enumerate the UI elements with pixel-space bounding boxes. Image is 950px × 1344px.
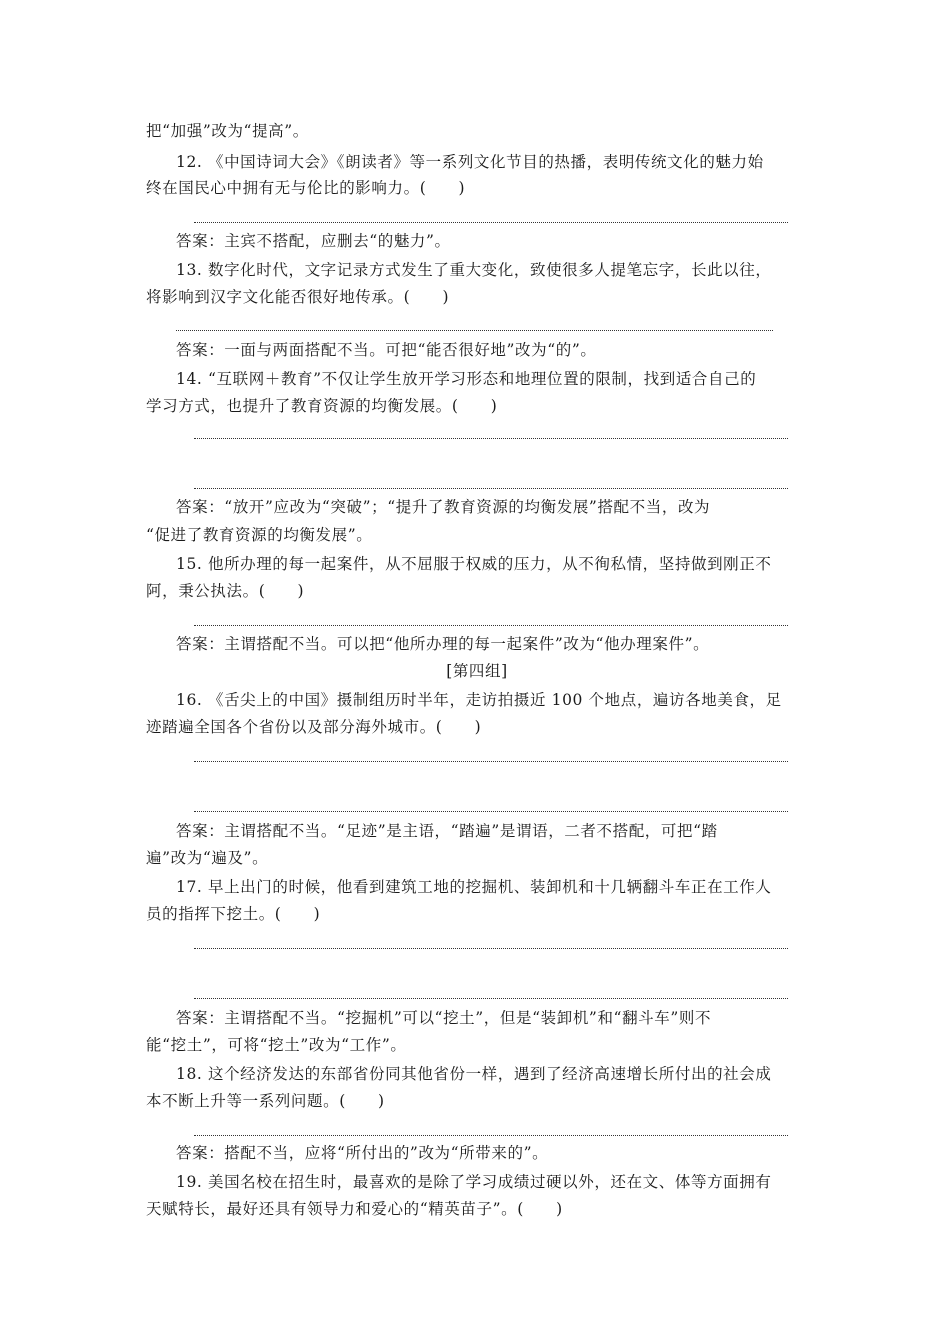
answer-blank-line	[194, 998, 788, 999]
question-16: 16. 《舌尖上的中国》摄制组历时半年，走访拍摄近 100 个地点，遍访各地美食，足	[176, 691, 782, 709]
text-line: 遍”改为“遍及”。	[146, 849, 269, 867]
text-line: 阿，秉公执法。( )	[146, 582, 305, 600]
answer-blank-line	[194, 948, 788, 949]
answer-15: 答案：主谓搭配不当。可以把“他所办理的每一起案件”改为“他办理案件”。	[176, 635, 710, 653]
text-line: “促进了教育资源的均衡发展”。	[146, 526, 373, 544]
text-line: 学习方式，也提升了教育资源的均衡发展。( )	[146, 397, 498, 415]
answer-16: 答案：主谓搭配不当。“足迹”是主语，“踏遍”是谓语，二者不搭配，可把“踏	[176, 822, 718, 840]
question-13: 13. 数字化时代，文字记录方式发生了重大变化，致使很多人提笔忘字，长此以往，	[176, 261, 772, 279]
text-line: 将影响到汉字文化能否很好地传承。( )	[146, 288, 450, 306]
answer-blank-line	[194, 761, 788, 762]
text-line: 能“挖土”，可将“挖土”改为“工作”。	[146, 1036, 407, 1054]
text-line: 本不断上升等一系列问题。( )	[146, 1092, 385, 1110]
answer-blank-line	[194, 625, 788, 626]
question-17: 17. 早上出门的时候，他看到建筑工地的挖掘机、装卸机和十几辆翻斗车正在工作人	[176, 878, 772, 896]
text-line: 天赋特长，最好还具有领导力和爱心的“精英苗子”。( )	[146, 1200, 563, 1218]
answer-blank-line	[194, 438, 788, 439]
answer-12: 答案：主宾不搭配，应删去“的魅力”。	[176, 232, 451, 250]
answer-13: 答案：一面与两面搭配不当。可把“能否很好地”改为“的”。	[176, 341, 597, 359]
text-line: 迹踏遍全国各个省份以及部分海外城市。( )	[146, 718, 482, 736]
answer-17: 答案：主谓搭配不当。“挖掘机”可以“挖土”，但是“装卸机”和“翻斗车”则不	[176, 1009, 712, 1027]
answer-blank-line	[194, 222, 788, 223]
question-12: 12. 《中国诗词大会》《朗读者》等一系列文化节目的热播，表明传统文化的魅力始	[176, 153, 764, 171]
answer-blank-line	[194, 811, 788, 812]
text-line: 员的指挥下挖土。( )	[146, 905, 321, 923]
question-15: 15. 他所办理的每一起案件，从不屈服于权威的压力，从不徇私情，坚持做到刚正不	[176, 555, 772, 573]
text-line: 把“加强”改为“提高”。	[146, 122, 309, 140]
group-heading: [第四组]	[446, 662, 508, 680]
question-19: 19. 美国名校在招生时，最喜欢的是除了学习成绩过硬以外，还在文、体等方面拥有	[176, 1173, 772, 1191]
question-18: 18. 这个经济发达的东部省份同其他省份一样，遇到了经济高速增长所付出的社会成	[176, 1065, 772, 1083]
text-line: 终在国民心中拥有无与伦比的影响力。( )	[146, 179, 466, 197]
question-14: 14. “互联网＋教育”不仅让学生放开学习形态和地理位置的限制，找到适合自己的	[176, 370, 757, 388]
answer-blank-line	[194, 488, 788, 489]
answer-blank-line	[194, 1135, 788, 1136]
answer-14: 答案：“放开”应改为“突破”；“提升了教育资源的均衡发展”搭配不当，改为	[176, 498, 711, 516]
answer-18: 答案：搭配不当，应将“所付出的”改为“所带来的”。	[176, 1144, 549, 1162]
answer-blank-line	[176, 330, 773, 331]
